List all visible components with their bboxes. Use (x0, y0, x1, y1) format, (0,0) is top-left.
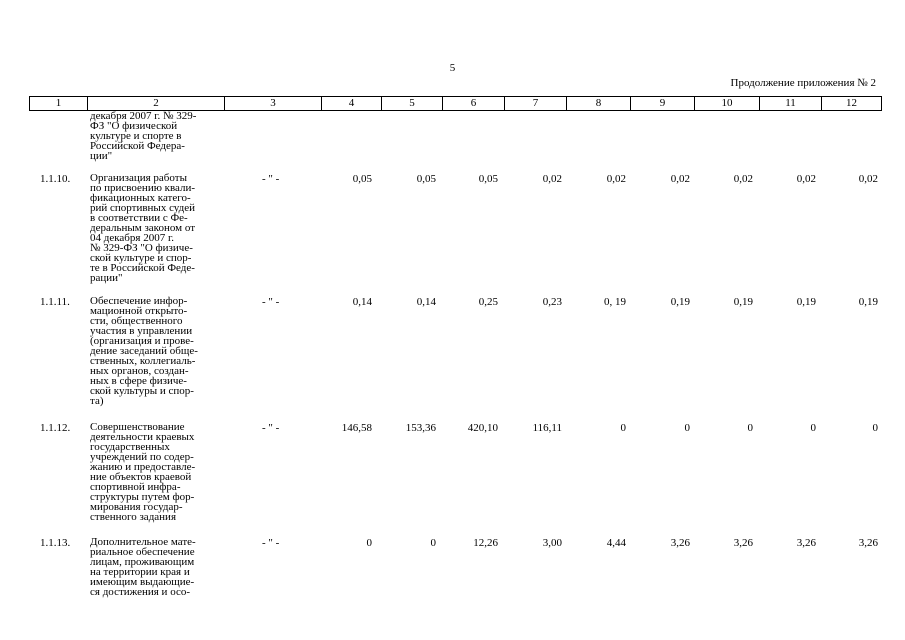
value-cell: 0 (747, 422, 753, 434)
value-cell: 3,00 (542, 537, 562, 549)
value-cell: 116,11 (532, 422, 562, 434)
column-header: 6 (442, 97, 504, 110)
value-cell: 0,14 (416, 296, 436, 308)
value-cell: 3,26 (858, 537, 878, 549)
row-number: 1.1.10. (40, 173, 71, 185)
value-cell: 0,02 (606, 173, 626, 185)
row-description: Обеспечение инфор- мационной открыто- сти, общественного участия в управлении (организация и прове- дение заседаний обще- ственных, коллегиаль- ных органов, создан- ных в сфере физиче- ской культуры и спор- та) (90, 295, 198, 407)
value-cell: 0,02 (733, 173, 753, 185)
column-header: 2 (87, 97, 224, 110)
column-header: 9 (630, 97, 694, 110)
table-header-row (29, 96, 882, 111)
value-cell: 0 (366, 537, 372, 549)
value-cell: 0,19 (733, 296, 753, 308)
column-header: 7 (504, 97, 566, 110)
value-cell: 420,10 (467, 422, 498, 434)
value-cell: 0,23 (542, 296, 562, 308)
column-header: 5 (381, 97, 442, 110)
page-number: 5 (449, 62, 456, 74)
row-description: Организация работы по присвоению квали- фикационных катего- рий спортивных судей в соответствии с Фе- деральным законом от 04 декабря 2007 г. № 329-ФЗ "О физиче- ской культуре и спор- те в Российской Феде- рации" (90, 172, 196, 284)
column-header: 8 (566, 97, 630, 110)
column-header: 10 (694, 97, 759, 110)
value-cell: 0,05 (416, 173, 436, 185)
ditto-mark: - " - (262, 537, 280, 549)
value-cell: 0,05 (478, 173, 498, 185)
value-cell: 0,25 (478, 296, 498, 308)
ditto-mark: - " - (262, 296, 280, 308)
value-cell: 146,58 (341, 422, 372, 434)
value-cell: 0,14 (352, 296, 372, 308)
column-header: 3 (224, 97, 321, 110)
column-header: 1 (55, 97, 62, 109)
value-cell: 0,02 (858, 173, 878, 185)
value-cell: 12,26 (473, 537, 498, 549)
value-cell: 0, 19 (604, 296, 626, 308)
row-description: Дополнительное мате- риальное обеспечение лицам, проживающим на территории края и имеющим выдающие- ся достижения и осо- (90, 536, 196, 598)
value-cell: 0,02 (796, 173, 816, 185)
column-header: 12 (821, 97, 881, 110)
value-cell: 3,26 (670, 537, 690, 549)
ditto-mark: - " - (262, 422, 280, 434)
column-header: 4 (321, 97, 381, 110)
row-number: 1.1.11. (40, 296, 70, 308)
value-cell: 0 (872, 422, 878, 434)
value-cell: 0 (430, 537, 436, 549)
value-cell: 0 (684, 422, 690, 434)
value-cell: 0,05 (352, 173, 372, 185)
value-cell: 0,02 (670, 173, 690, 185)
row-number: 1.1.12. (40, 422, 71, 434)
column-header: 11 (759, 97, 821, 110)
value-cell: 0,02 (542, 173, 562, 185)
ditto-mark: - " - (262, 173, 280, 185)
value-cell: 153,36 (405, 422, 436, 434)
value-cell: 3,26 (796, 537, 816, 549)
value-cell: 0,19 (670, 296, 690, 308)
value-cell: 3,26 (733, 537, 753, 549)
continuation-label: Продолжение приложения № 2 (730, 77, 876, 89)
value-cell: 0 (620, 422, 626, 434)
value-cell: 0,19 (858, 296, 878, 308)
value-cell: 4,44 (606, 537, 626, 549)
row-description: Совершенствование деятельности краевых государственных учреждений по содер- жанию и предоставле- ние объектов краевой спортивной инфра- структуры путем фор- мирования государ- ственного задания (90, 421, 196, 523)
value-cell: 0 (810, 422, 816, 434)
value-cell: 0,19 (796, 296, 816, 308)
row-description: декабря 2007 г. № 329- ФЗ "О физической культуре и спорте в Российской Федера- ции" (90, 110, 197, 162)
row-number: 1.1.13. (40, 537, 71, 549)
